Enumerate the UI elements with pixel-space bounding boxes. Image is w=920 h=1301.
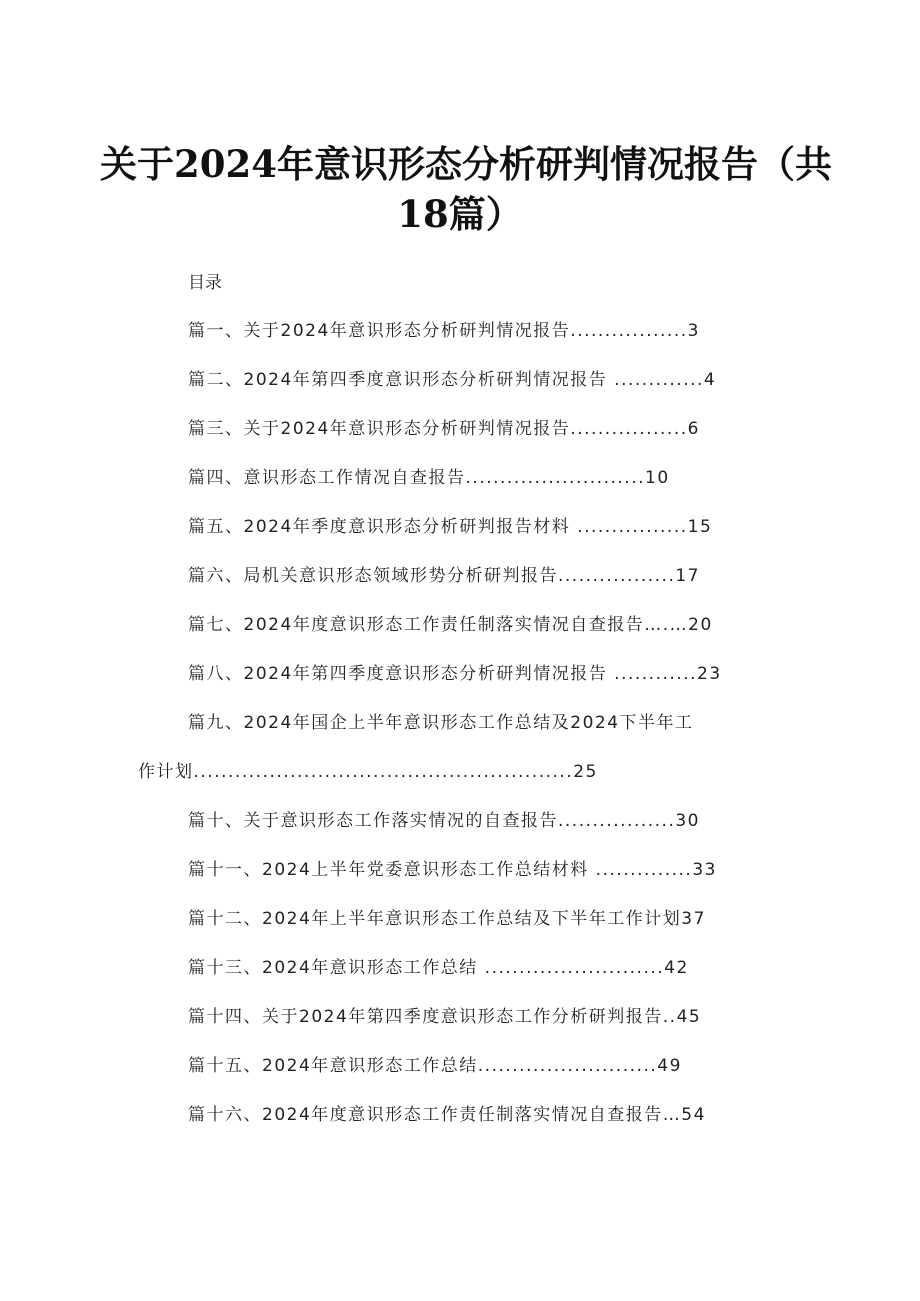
toc-entry[interactable]: 篇六、局机关意识形态领域形势分析研判报告.................17 xyxy=(188,566,700,586)
toc-entry[interactable]: 篇四、意识形态工作情况自查报告..........................10 xyxy=(188,468,670,488)
toc-entry[interactable]: 篇一、关于2024年意识形态分析研判情况报告.................3 xyxy=(188,321,700,341)
toc-entry[interactable]: 篇十四、关于2024年第四季度意识形态工作分析研判报告..45 xyxy=(188,1007,702,1027)
toc-entry[interactable]: 篇十三、2024年意识形态工作总结 ..........................42 xyxy=(188,958,689,978)
toc-entry[interactable]: 篇七、2024年度意识形态工作责任制落实情况自查报告….…20 xyxy=(188,615,713,635)
toc-entry[interactable]: 篇九、2024年国企上半年意识形态工作总结及2024下半年工 xyxy=(188,713,694,733)
document-title-line-1: 关于2024年意识形态分析研判情况报告（共 xyxy=(100,142,832,186)
toc-entry[interactable]: 篇十一、2024上半年党委意识形态工作总结材料 ..............33 xyxy=(188,860,717,880)
toc-entry[interactable]: 篇十六、2024年度意识形态工作责任制落实情况自查报告…54 xyxy=(188,1105,706,1125)
toc-entry[interactable]: 篇十、关于意识形态工作落实情况的自查报告.................30 xyxy=(188,811,700,831)
toc-entry[interactable]: 篇十二、2024年上半年意识形态工作总结及下半年工作计划37 xyxy=(188,909,706,929)
toc-heading: 目录 xyxy=(188,273,222,293)
toc-entry[interactable]: 篇三、关于2024年意识形态分析研判情况报告.................6 xyxy=(188,419,700,439)
toc-entry-continuation[interactable]: 作计划.......................................................25 xyxy=(138,762,598,782)
toc-entry[interactable]: 篇五、2024年季度意识形态分析研判报告材料 ................15 xyxy=(188,517,713,537)
toc-entry[interactable]: 篇十五、2024年意识形态工作总结..........................49 xyxy=(188,1056,682,1076)
toc-entry[interactable]: 篇八、2024年第四季度意识形态分析研判情况报告 ............23 xyxy=(188,664,722,684)
toc-entry[interactable]: 篇二、2024年第四季度意识形态分析研判情况报告 .............4 xyxy=(188,370,717,390)
document-title-line-2: 18篇） xyxy=(397,192,523,236)
